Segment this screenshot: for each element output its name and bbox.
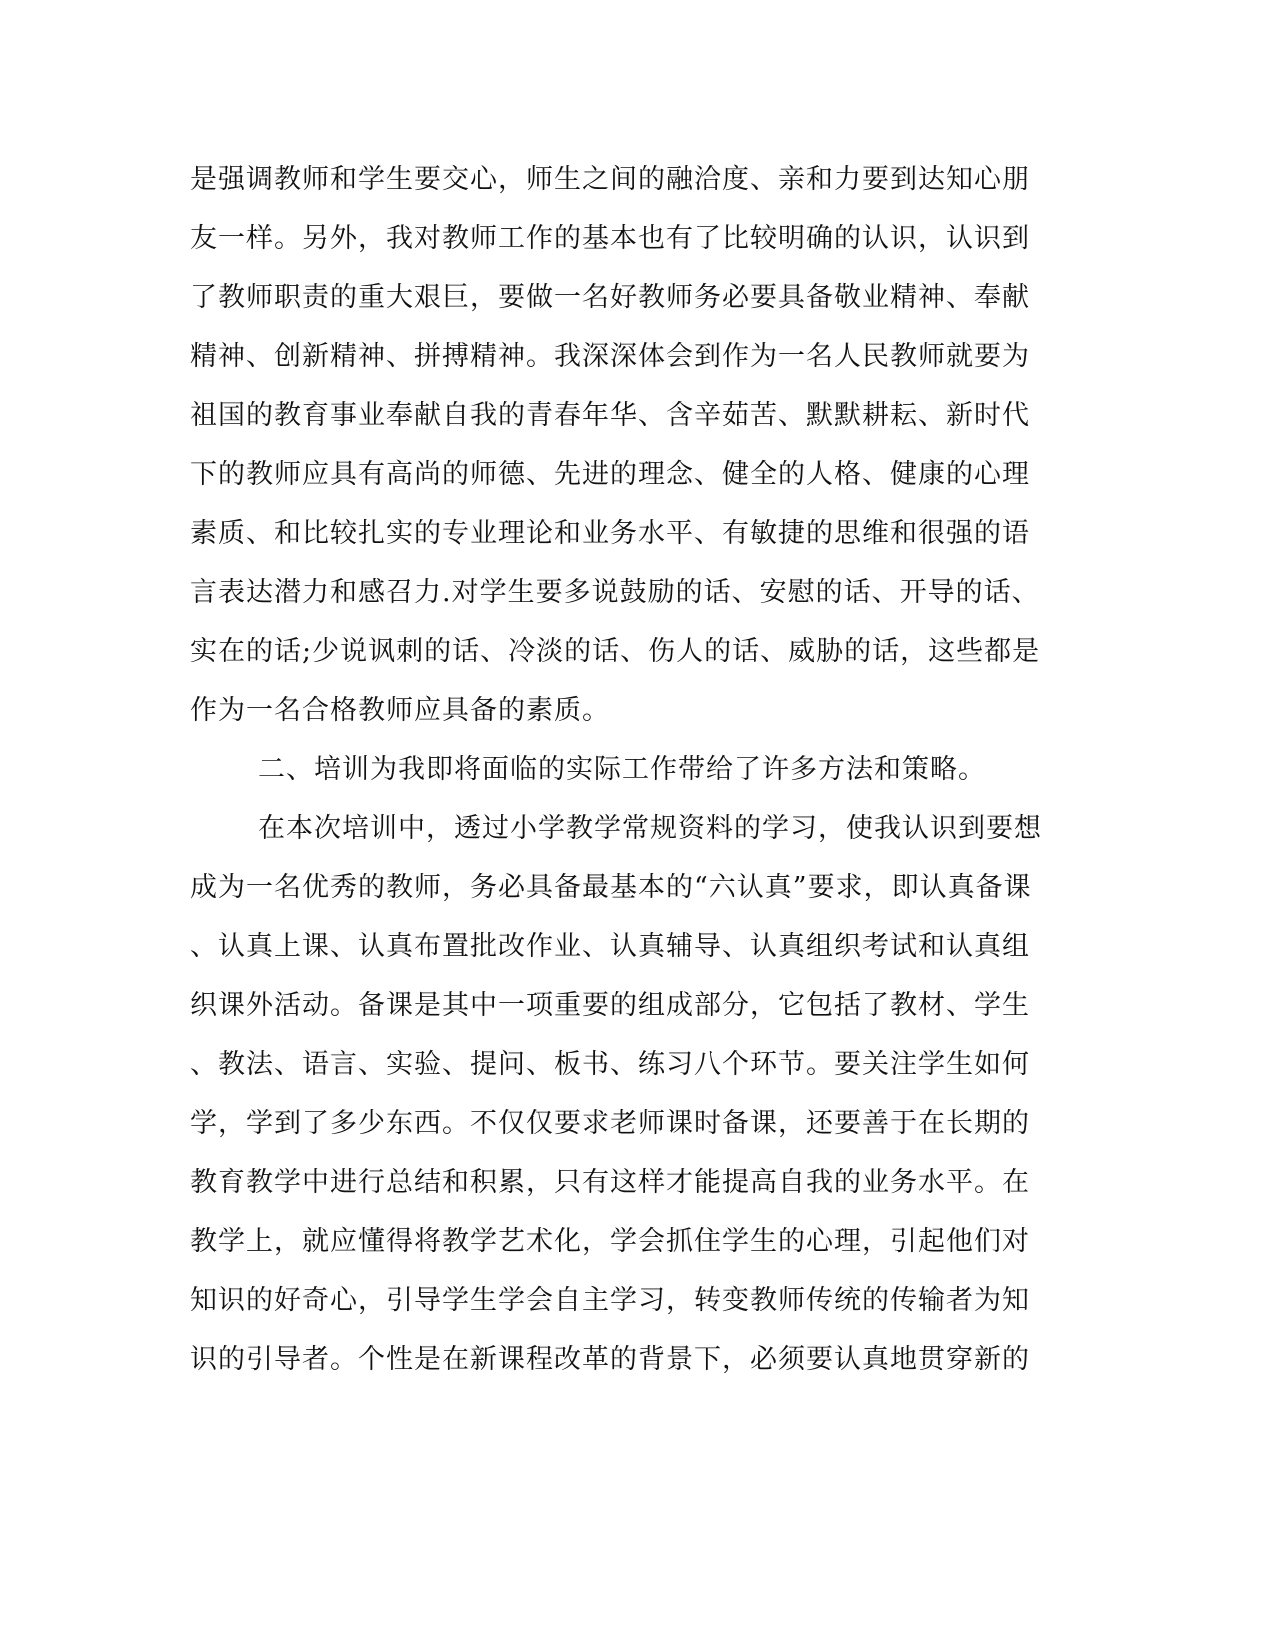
text-line: 是强调教师和学生要交心，师生之间的融洽度、亲和力要到达知心朋: [190, 164, 1030, 195]
text-line: 、教法、语言、实验、提问、板书、练习八个环节。要关注学生如何: [190, 1049, 1030, 1080]
text-line: 教学上，就应懂得将教学艺术化，学会抓住学生的心理，引起他们对: [190, 1226, 1030, 1257]
paragraph-first-line: 在本次培训中，透过小学教学常规资料的学习，使我认识到要想: [258, 813, 1042, 844]
text-line: 实在的话;少说讽刺的话、冷淡的话、伤人的话、威胁的话，这些都是: [190, 636, 1041, 667]
text-line: 学，学到了多少东西。不仅仅要求老师课时备课，还要善于在长期的: [190, 1108, 1030, 1139]
text-line: 素质、和比较扎实的专业理论和业务水平、有敏捷的思维和很强的语: [190, 518, 1030, 549]
text-line: 下的教师应具有高尚的师德、先进的理念、健全的人格、健康的心理: [190, 459, 1030, 490]
section-heading: 二、培训为我即将面临的实际工作带给了许多方法和策略。: [258, 754, 986, 785]
text-line: 了教师职责的重大艰巨，要做一名好教师务必要具备敬业精神、奉献: [190, 282, 1030, 313]
text-line: 成为一名优秀的教师，务必具备最基本的“六认真”要求，即认真备课: [190, 872, 1032, 903]
text-line: 识的引导者。个性是在新课程改革的背景下，必须要认真地贯穿新的: [190, 1344, 1030, 1375]
text-line: 知识的好奇心，引导学生学会自主学习，转变教师传统的传输者为知: [190, 1285, 1030, 1316]
text-line: 祖国的教育事业奉献自我的青春年华、含辛茹苦、默默耕耘、新时代: [190, 400, 1030, 431]
text-line: 、认真上课、认真布置批改作业、认真辅导、认真组织考试和认真组: [190, 931, 1030, 962]
text-line: 作为一名合格教师应具备的素质。: [190, 695, 610, 726]
text-line: 友一样。另外，我对教师工作的基本也有了比较明确的认识，认识到: [190, 223, 1030, 254]
text-line: 织课外活动。备课是其中一项重要的组成部分，它包括了教材、学生: [190, 990, 1030, 1021]
text-line: 言表达潜力和感召力.对学生要多说鼓励的话、安慰的话、开导的话、: [190, 577, 1040, 608]
text-line: 精神、创新精神、拼搏精神。我深深体会到作为一名人民教师就要为: [190, 341, 1030, 372]
text-line: 教育教学中进行总结和积累，只有这样才能提高自我的业务水平。在: [190, 1167, 1030, 1198]
